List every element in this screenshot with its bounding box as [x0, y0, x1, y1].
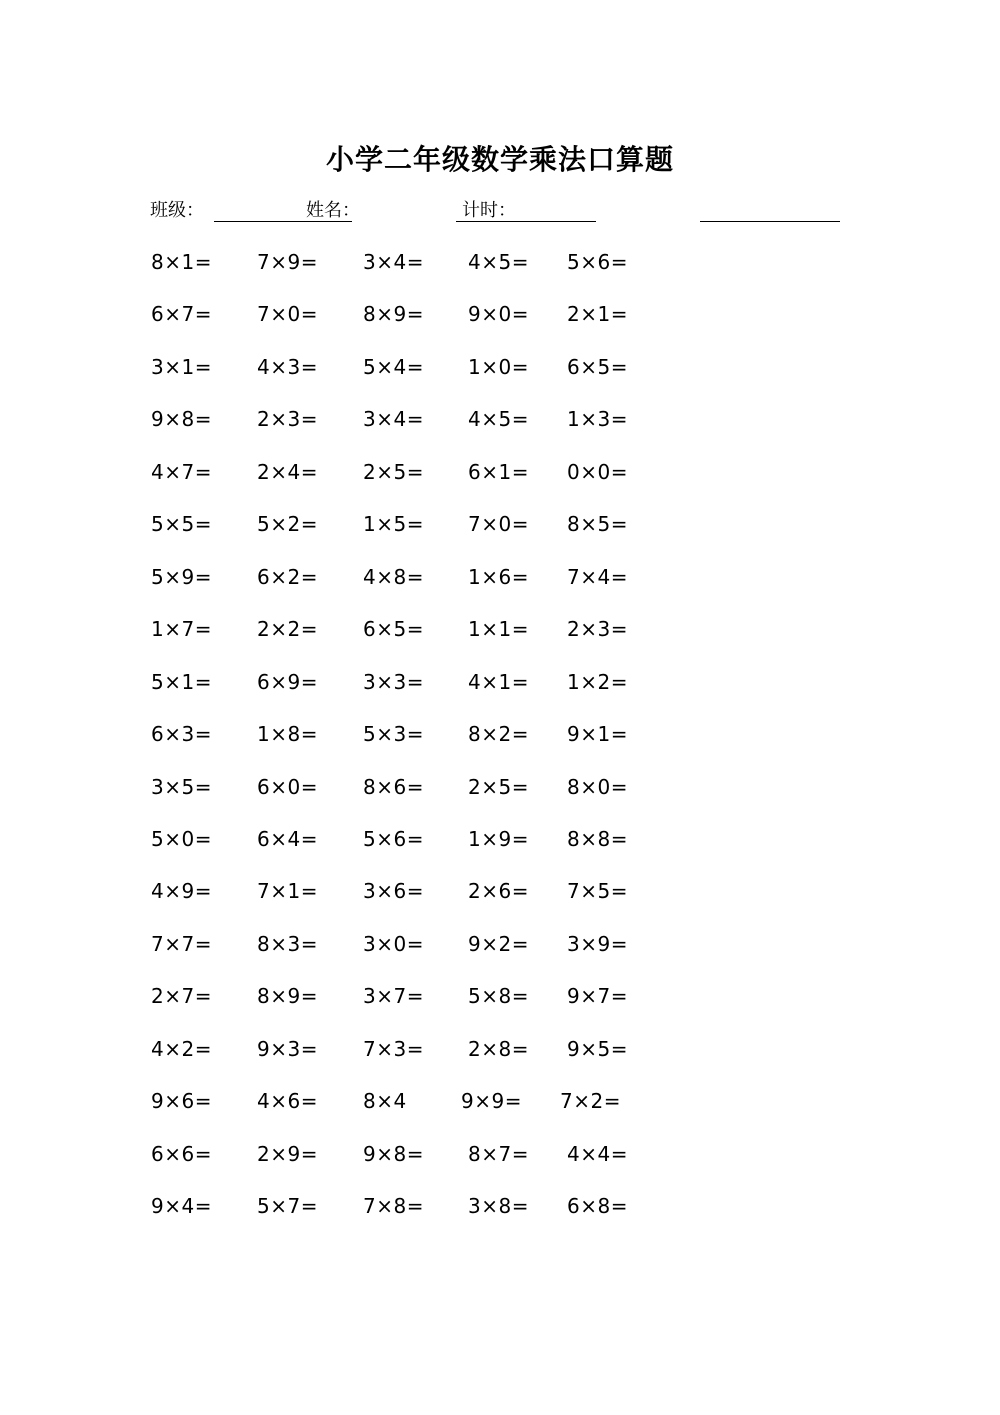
- math-problem: 1×6=: [468, 564, 529, 589]
- math-problem: 3×0=: [363, 931, 424, 956]
- math-problem: 7×3=: [363, 1036, 424, 1061]
- math-problem: 1×7=: [151, 617, 212, 642]
- math-problem: 2×9=: [257, 1141, 318, 1166]
- math-problem: 6×6=: [151, 1141, 212, 1166]
- math-problem: 0×0=: [567, 459, 628, 484]
- math-problem: 1×0=: [468, 354, 529, 379]
- time-label: 计时：: [462, 200, 516, 221]
- math-problem: 3×3=: [363, 669, 424, 694]
- math-problem: 6×0=: [257, 774, 318, 799]
- math-problem: 6×7=: [151, 302, 212, 327]
- math-problem: 5×5=: [151, 512, 212, 537]
- math-problem: 4×2=: [151, 1036, 212, 1061]
- math-problem: 8×9=: [257, 984, 318, 1009]
- math-problem: 8×7=: [468, 1141, 529, 1166]
- math-problem: 3×8=: [468, 1194, 529, 1219]
- math-problem: 4×1=: [468, 669, 529, 694]
- math-problem: 8×8=: [567, 826, 628, 851]
- time-blank-line: [456, 221, 596, 222]
- math-problem: 5×2=: [257, 512, 318, 537]
- math-problem: 8×5=: [567, 512, 628, 537]
- math-problem: 2×3=: [567, 617, 628, 642]
- math-problem: 3×4=: [363, 250, 424, 274]
- math-problem: 9×0=: [468, 302, 529, 327]
- math-problem: 1×1=: [468, 617, 529, 642]
- math-problem: 6×5=: [363, 617, 424, 642]
- math-problem: 6×5=: [567, 354, 628, 379]
- math-problem: 1×2=: [567, 669, 628, 694]
- math-problem: 1×3=: [567, 407, 628, 432]
- math-problem: 5×6=: [363, 826, 424, 851]
- math-problem: 2×4=: [257, 459, 318, 484]
- math-problem: 9×5=: [567, 1036, 628, 1061]
- math-problem: 4×4=: [567, 1141, 628, 1166]
- math-problem: 4×6=: [257, 1089, 318, 1114]
- math-problem: 4×7=: [151, 459, 212, 484]
- math-problem: 6×8=: [567, 1194, 628, 1219]
- math-problem: 9×9=: [461, 1089, 522, 1114]
- math-problem: 2×3=: [257, 407, 318, 432]
- math-problem: 8×2=: [468, 722, 529, 747]
- math-problem: 2×1=: [567, 302, 628, 327]
- math-problem: 5×3=: [363, 722, 424, 747]
- math-problem: 7×0=: [257, 302, 318, 327]
- math-problem: 9×1=: [567, 722, 628, 747]
- math-problem: 3×4=: [363, 407, 424, 432]
- math-problem: 3×9=: [567, 931, 628, 956]
- math-problem: 2×5=: [468, 774, 529, 799]
- math-problem: 9×8=: [363, 1141, 424, 1166]
- extra-blank-line: [700, 221, 840, 222]
- math-problem: 9×4=: [151, 1194, 212, 1219]
- math-problem: 3×6=: [363, 879, 424, 904]
- math-problem: 6×2=: [257, 564, 318, 589]
- math-problem: 2×2=: [257, 617, 318, 642]
- class-label: 班级：: [150, 200, 204, 221]
- name-label: 姓名：: [306, 200, 360, 221]
- math-problem: 2×5=: [363, 459, 424, 484]
- math-problem: 5×1=: [151, 669, 212, 694]
- math-problem: 2×6=: [468, 879, 529, 904]
- math-problem: 4×8=: [363, 564, 424, 589]
- math-problem: 7×0=: [468, 512, 529, 537]
- math-problem: 9×3=: [257, 1036, 318, 1061]
- math-problem: 7×5=: [567, 879, 628, 904]
- math-problem: 4×5=: [468, 407, 529, 432]
- math-problem: 7×8=: [363, 1194, 424, 1219]
- math-problem: 5×8=: [468, 984, 529, 1009]
- math-problem: 7×4=: [567, 564, 628, 589]
- math-problem: 8×1=: [151, 250, 212, 274]
- math-problem: 8×3=: [257, 931, 318, 956]
- math-problem: 1×9=: [468, 826, 529, 851]
- math-problem: 5×9=: [151, 564, 212, 589]
- math-problem: 7×2=: [560, 1089, 621, 1114]
- math-problem: 1×8=: [257, 722, 318, 747]
- math-problem: 8×4: [363, 1089, 407, 1114]
- math-problem: 6×3=: [151, 722, 212, 747]
- math-problem: 5×4=: [363, 354, 424, 379]
- math-problem: 9×8=: [151, 407, 212, 432]
- math-problem: 5×7=: [257, 1194, 318, 1219]
- math-problem: 4×3=: [257, 354, 318, 379]
- math-problem: 7×1=: [257, 879, 318, 904]
- math-problem: 6×4=: [257, 826, 318, 851]
- math-problem: 7×7=: [151, 931, 212, 956]
- math-problem: 9×6=: [151, 1089, 212, 1114]
- math-problem: 9×2=: [468, 931, 529, 956]
- math-problem: 9×7=: [567, 984, 628, 1009]
- math-problem: 3×5=: [151, 774, 212, 799]
- math-problem: 7×9=: [257, 250, 318, 274]
- math-problem: 2×7=: [151, 984, 212, 1009]
- worksheet-title: 小学二年级数学乘法口算题: [325, 143, 674, 176]
- math-problem: 6×1=: [468, 459, 529, 484]
- math-problem: 6×9=: [257, 669, 318, 694]
- math-problem: 3×7=: [363, 984, 424, 1009]
- math-problem: 8×9=: [363, 302, 424, 327]
- math-problem: 4×9=: [151, 879, 212, 904]
- math-problem: 3×1=: [151, 354, 212, 379]
- math-problem: 8×0=: [567, 774, 628, 799]
- math-problem: 4×5=: [468, 250, 529, 274]
- math-problem: 5×6=: [567, 250, 628, 274]
- math-problem: 5×0=: [151, 826, 212, 851]
- math-problem: 8×6=: [363, 774, 424, 799]
- math-problem: 2×8=: [468, 1036, 529, 1061]
- math-problem: 1×5=: [363, 512, 424, 537]
